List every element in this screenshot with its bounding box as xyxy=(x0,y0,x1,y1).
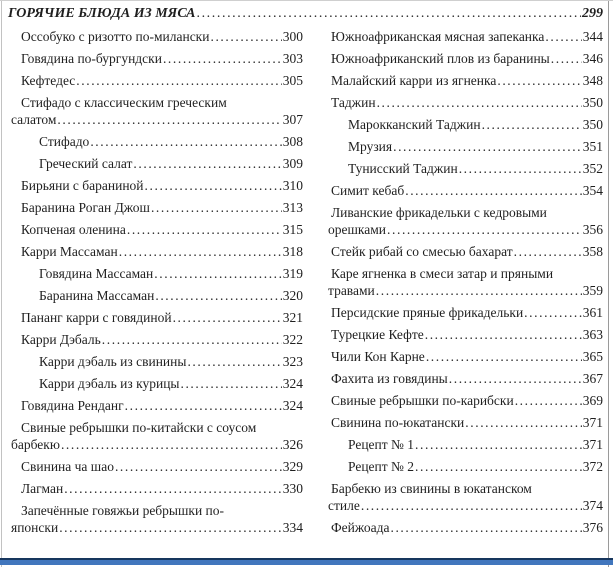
entry-page: 330 xyxy=(282,481,303,496)
toc-entry[interactable] xyxy=(11,50,303,67)
entry-title: Свиные ребрышки по-карибски xyxy=(331,393,514,408)
entry-page: 321 xyxy=(282,310,303,325)
entry-row xyxy=(328,458,603,475)
entry-page: 369 xyxy=(582,393,603,408)
toc-heading-title: ГОРЯЧИЕ БЛЮДА ИЗ МЯСА xyxy=(8,6,196,21)
entry-row xyxy=(328,94,603,111)
toc-entry[interactable] xyxy=(11,458,303,475)
dot-leader xyxy=(361,497,582,514)
entry-page: 310 xyxy=(282,178,303,193)
dot-leader xyxy=(173,309,282,326)
toc-entry[interactable] xyxy=(11,287,303,304)
dot-leader xyxy=(133,155,281,172)
entry-row xyxy=(328,138,603,155)
page-edge-right xyxy=(608,1,609,567)
toc-entry[interactable] xyxy=(328,414,603,431)
entry-title-line1: Запечённые говяжьи ребрышки по- xyxy=(21,503,225,518)
entry-page: 323 xyxy=(282,354,303,369)
toc-entry[interactable] xyxy=(11,199,303,216)
entry-page: 371 xyxy=(582,415,603,430)
entry-title: Стифадо xyxy=(39,134,90,149)
entry-row xyxy=(328,497,603,514)
entry-title-line1: Стифадо с классическим греческим xyxy=(21,95,227,110)
entry-title: Свинина по-юкатански xyxy=(331,415,465,430)
toc-entry[interactable] xyxy=(328,458,603,475)
entry-title: Тунисский Таджин xyxy=(348,161,458,176)
entry-row xyxy=(11,111,303,128)
entry-page: 346 xyxy=(582,51,603,66)
toc-entry[interactable] xyxy=(328,243,603,260)
toc-entry[interactable] xyxy=(11,94,303,128)
toc-entry[interactable] xyxy=(328,480,603,514)
toc-column-right xyxy=(328,28,603,541)
dot-leader xyxy=(524,304,582,321)
dot-leader xyxy=(415,436,582,453)
entry-title: Мрузия xyxy=(348,139,393,154)
entry-title: Фейжоада xyxy=(331,520,390,535)
entry-page: 374 xyxy=(582,498,603,513)
entry-page: 300 xyxy=(282,29,303,44)
entry-row xyxy=(328,304,603,321)
dot-leader xyxy=(187,353,281,370)
entry-row xyxy=(11,133,303,150)
toc-entry[interactable] xyxy=(328,326,603,343)
toc-entry[interactable] xyxy=(328,370,603,387)
toc-entry[interactable] xyxy=(11,155,303,172)
entry-row xyxy=(11,375,303,392)
entry-row xyxy=(11,72,303,89)
entry-page: 363 xyxy=(582,327,603,342)
toc-entry[interactable] xyxy=(328,138,603,155)
entry-page: 303 xyxy=(282,51,303,66)
dot-leader xyxy=(497,72,581,89)
entry-title: Говядина по-бургундски xyxy=(21,51,162,66)
entry-row xyxy=(328,370,603,387)
entry-page: 307 xyxy=(282,112,303,127)
toc-entry[interactable] xyxy=(11,72,303,89)
entry-row xyxy=(328,50,603,67)
entry-title: Говядина Массаман xyxy=(39,266,154,281)
toc-entry[interactable] xyxy=(11,28,303,45)
entry-page: 315 xyxy=(282,222,303,237)
entry-row xyxy=(11,436,303,453)
entry-page: 324 xyxy=(282,376,303,391)
dot-leader xyxy=(210,28,281,45)
dot-leader xyxy=(545,28,581,45)
toc-entry[interactable] xyxy=(11,309,303,326)
dot-leader xyxy=(163,50,282,67)
dot-leader xyxy=(426,348,582,365)
toc-entry[interactable] xyxy=(11,397,303,414)
toc-entry[interactable] xyxy=(11,353,303,370)
dot-leader xyxy=(415,458,582,475)
toc-columns xyxy=(0,28,613,541)
entry-row xyxy=(11,353,303,370)
dot-leader xyxy=(449,370,582,387)
entry-row xyxy=(328,392,603,409)
dot-leader xyxy=(127,221,282,238)
dot-leader xyxy=(376,282,582,299)
dot-leader xyxy=(405,182,582,199)
entry-title: Лагман xyxy=(21,481,64,496)
entry-row xyxy=(328,72,603,89)
entry-page: 348 xyxy=(582,73,603,88)
entry-title: Турецкие Кефте xyxy=(331,327,424,342)
toc-entry[interactable] xyxy=(328,50,603,67)
toc-entry[interactable] xyxy=(328,182,603,199)
entry-row xyxy=(11,519,303,536)
entry-page: 320 xyxy=(282,288,303,303)
toc-entry[interactable] xyxy=(11,375,303,392)
entry-row xyxy=(11,50,303,67)
entry-page: 324 xyxy=(282,398,303,413)
toc-entry[interactable] xyxy=(328,116,603,133)
entry-title: Карри дэбаль из курицы xyxy=(39,376,180,391)
entry-page: 308 xyxy=(282,134,303,149)
entry-title: Персидские пряные фрикадельки xyxy=(331,305,524,320)
dot-leader xyxy=(377,94,582,111)
entry-page: 350 xyxy=(582,117,603,132)
entry-page: 359 xyxy=(582,283,603,298)
entry-page: 318 xyxy=(282,244,303,259)
entry-title: Южноафриканский плов из баранины xyxy=(331,51,550,66)
entry-title: орешками xyxy=(328,222,387,237)
entry-title: Стейк рибай со смесью бахарат xyxy=(331,244,513,259)
entry-title: Симит кебаб xyxy=(331,183,405,198)
entry-page: 365 xyxy=(582,349,603,364)
dot-leader xyxy=(196,5,581,22)
entry-row xyxy=(328,221,603,238)
toc-entry[interactable] xyxy=(11,502,303,536)
dot-leader xyxy=(64,480,282,497)
entry-row xyxy=(11,243,303,260)
entry-row xyxy=(328,282,603,299)
dot-leader xyxy=(154,265,281,282)
toc-entry[interactable] xyxy=(328,204,603,238)
dot-leader xyxy=(57,111,281,128)
dot-leader xyxy=(90,133,281,150)
dot-leader xyxy=(155,287,281,304)
toc-entry[interactable] xyxy=(328,28,603,45)
dot-leader xyxy=(151,199,282,216)
entry-row xyxy=(328,519,603,536)
entry-title: травами xyxy=(328,283,375,298)
entry-row xyxy=(11,309,303,326)
toc-entry[interactable] xyxy=(328,265,603,299)
entry-title: Кефтедес xyxy=(21,73,76,88)
entry-title: Марокканский Таджин xyxy=(348,117,481,132)
entry-row xyxy=(11,199,303,216)
entry-page: 358 xyxy=(582,244,603,259)
entry-row xyxy=(11,265,303,282)
entry-page: 367 xyxy=(582,371,603,386)
dot-leader xyxy=(145,177,282,194)
entry-page: 371 xyxy=(582,437,603,452)
dot-leader xyxy=(119,243,282,260)
toc-entry[interactable] xyxy=(11,133,303,150)
entry-page: 309 xyxy=(282,156,303,171)
entry-row xyxy=(11,221,303,238)
entry-row xyxy=(11,458,303,475)
dot-leader xyxy=(115,458,282,475)
entry-title: Греческий салат xyxy=(39,156,133,171)
dot-leader xyxy=(76,72,281,89)
entry-page: 305 xyxy=(282,73,303,88)
entry-title: Рецепт № 1 xyxy=(348,437,415,452)
toc-entry[interactable] xyxy=(328,160,603,177)
toc-entry[interactable] xyxy=(11,243,303,260)
entry-title: Рецепт № 2 xyxy=(348,459,415,474)
entry-page: 329 xyxy=(282,459,303,474)
entry-page: 376 xyxy=(582,520,603,535)
entry-page: 361 xyxy=(582,305,603,320)
entry-row xyxy=(328,326,603,343)
dot-leader xyxy=(125,397,282,414)
entry-title: Таджин xyxy=(331,95,376,110)
window-bottom-border xyxy=(0,558,613,565)
dot-leader xyxy=(514,243,582,260)
entry-row xyxy=(328,436,603,453)
entry-row xyxy=(328,28,603,45)
entry-title-line1: Каре ягненка в смеси затар и пряными xyxy=(331,266,554,281)
dot-leader xyxy=(180,375,281,392)
entry-row xyxy=(328,348,603,365)
entry-row xyxy=(11,28,303,45)
dot-leader xyxy=(465,414,581,431)
entry-page: 372 xyxy=(582,459,603,474)
entry-title: Говядина Ренданг xyxy=(21,398,124,413)
entry-page: 313 xyxy=(282,200,303,215)
dot-leader xyxy=(387,221,582,238)
entry-row xyxy=(328,414,603,431)
entry-title: японски xyxy=(11,520,59,535)
entry-page: 352 xyxy=(582,161,603,176)
entry-title: стиле xyxy=(328,498,360,513)
entry-row xyxy=(11,480,303,497)
entry-title: Малайский карри из ягненка xyxy=(331,73,497,88)
dot-leader xyxy=(459,160,582,177)
toc-entry[interactable] xyxy=(328,519,603,536)
entry-title: Фахита из говядины xyxy=(331,371,448,386)
entry-title: Карри дэбаль из свинины xyxy=(39,354,187,369)
entry-row xyxy=(328,243,603,260)
toc-entry[interactable] xyxy=(328,436,603,453)
toc-entry[interactable] xyxy=(328,94,603,111)
toc-heading-page: 299 xyxy=(582,6,603,21)
entry-title: Оссобуко с ризотто по-милански xyxy=(21,29,210,44)
entry-title: Свинина ча шао xyxy=(21,459,114,474)
entry-row xyxy=(11,397,303,414)
toc-entry[interactable] xyxy=(328,392,603,409)
toc-heading[interactable] xyxy=(0,1,613,28)
toc-column-left xyxy=(11,28,303,541)
entry-title: салатом xyxy=(11,112,57,127)
dot-leader xyxy=(390,519,581,536)
entry-row xyxy=(11,331,303,348)
entry-title-line1: Барбекю из свинины в юкатанском xyxy=(331,481,532,496)
dot-leader xyxy=(515,392,582,409)
entry-page: 356 xyxy=(582,222,603,237)
entry-row xyxy=(328,116,603,133)
entry-title: Баранина Массаман xyxy=(39,288,155,303)
entry-title: Бирьяни с бараниной xyxy=(21,178,144,193)
entry-page: 319 xyxy=(282,266,303,281)
toc-entry[interactable] xyxy=(328,348,603,365)
entry-title-line1: Свиные ребрышки по-китайски с соусом xyxy=(21,420,257,435)
entry-page: 322 xyxy=(282,332,303,347)
toc-entry[interactable] xyxy=(11,265,303,282)
dot-leader xyxy=(425,326,582,343)
entry-title: Пананг карри с говядиной xyxy=(21,310,172,325)
dot-leader xyxy=(393,138,582,155)
entry-page: 350 xyxy=(582,95,603,110)
dot-leader xyxy=(59,519,282,536)
entry-row xyxy=(11,177,303,194)
entry-title-line1: Ливанские фрикадельки с кедровыми xyxy=(331,205,547,220)
entry-page: 354 xyxy=(582,183,603,198)
entry-title: Южноафриканская мясная запеканка xyxy=(331,29,545,44)
entry-page: 334 xyxy=(282,520,303,535)
toc-entry[interactable] xyxy=(328,304,603,321)
entry-row xyxy=(328,182,603,199)
entry-page: 344 xyxy=(582,29,603,44)
entry-title: Копченая оленина xyxy=(21,222,126,237)
toc-entry[interactable] xyxy=(328,72,603,89)
entry-title: Чили Кон Карне xyxy=(331,349,425,364)
toc-entry[interactable] xyxy=(11,480,303,497)
dot-leader xyxy=(61,436,282,453)
dot-leader xyxy=(482,116,582,133)
dot-leader xyxy=(102,331,282,348)
entry-page: 351 xyxy=(582,139,603,154)
entry-title: Баранина Роган Джош xyxy=(21,200,150,215)
entry-title: барбекю xyxy=(11,437,60,452)
page-edge-left xyxy=(1,1,2,567)
toc-entry[interactable] xyxy=(11,419,303,453)
toc-entry[interactable] xyxy=(11,221,303,238)
toc-entry[interactable] xyxy=(11,177,303,194)
entry-row xyxy=(11,287,303,304)
entry-row xyxy=(328,160,603,177)
dot-leader xyxy=(551,50,582,67)
entry-title: Карри Массаман xyxy=(21,244,118,259)
entry-title: Карри Дэбаль xyxy=(21,332,101,347)
entry-page: 326 xyxy=(282,437,303,452)
entry-row xyxy=(11,155,303,172)
toc-entry[interactable] xyxy=(11,331,303,348)
